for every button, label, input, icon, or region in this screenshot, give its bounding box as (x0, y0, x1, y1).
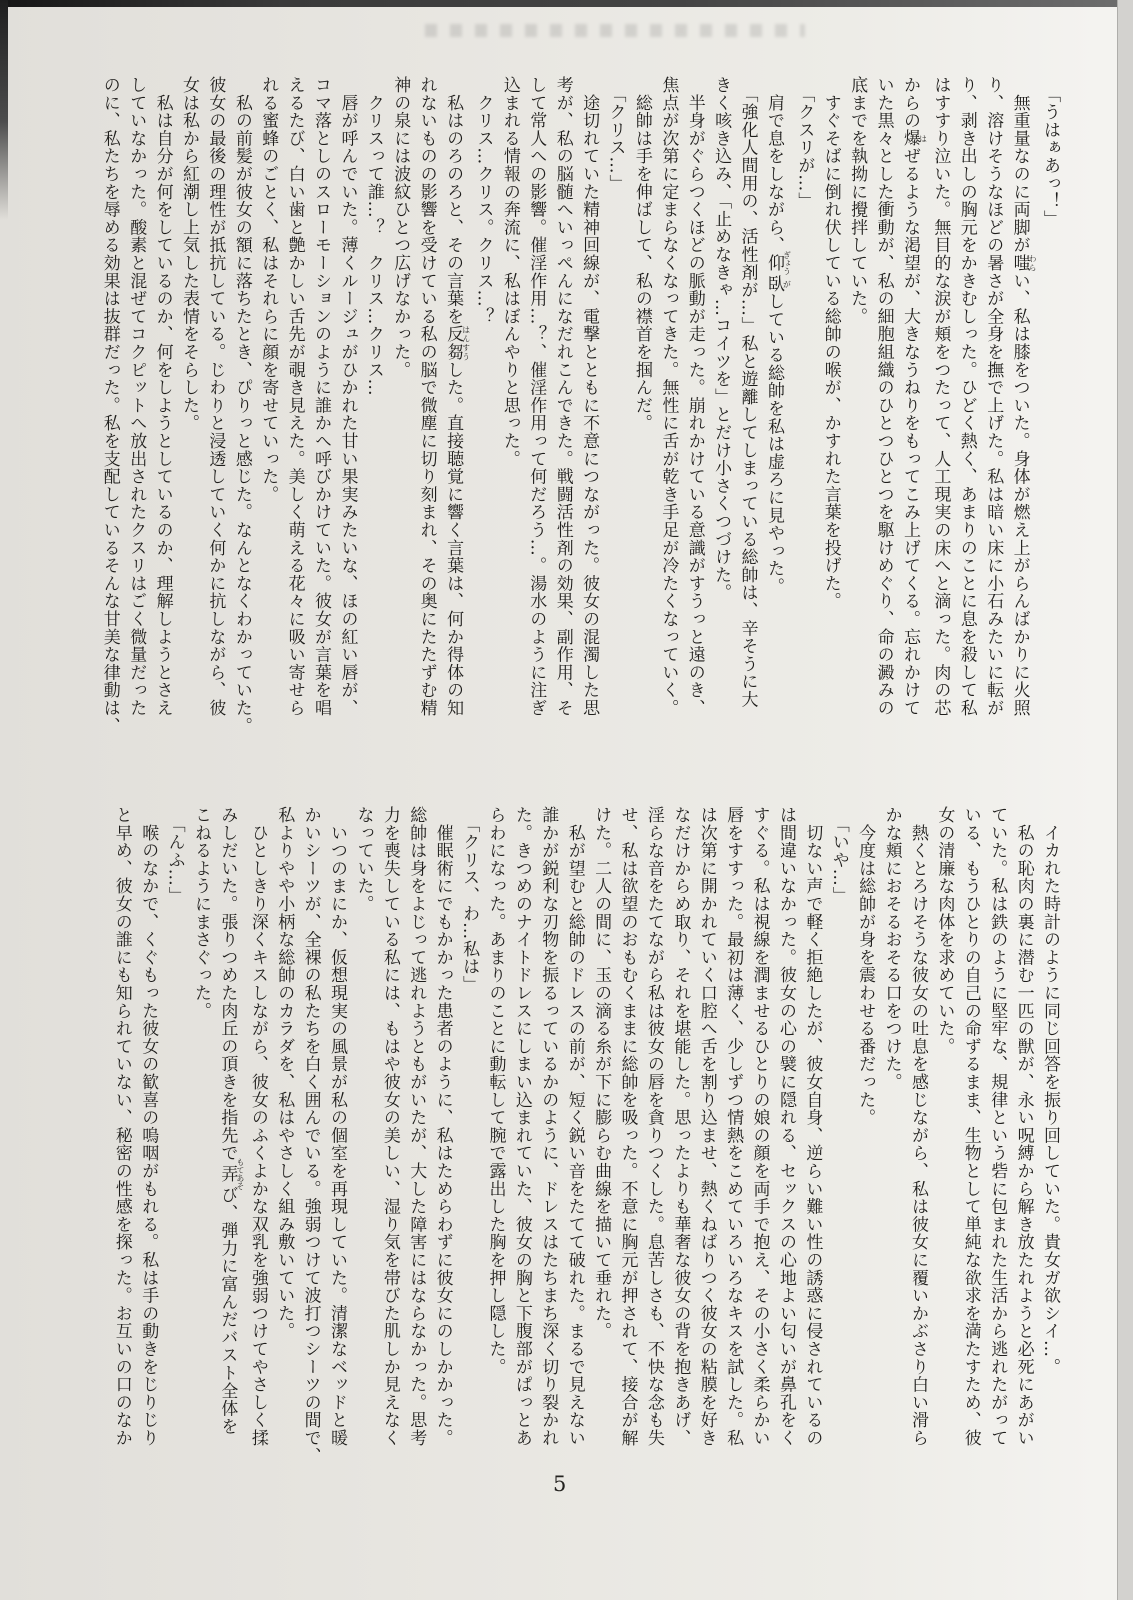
text-column: いた黒々とした衝動が、私の細胞組織のひとつひとつを駆けめぐり、命の澱みの (873, 76, 894, 717)
text-column: 「うはぁあっ！」 (1040, 76, 1060, 228)
text-column: 私はのろのろと、その言葉を反はん芻すうした。直接聴覚に響く言葉は、何か得体の知 (443, 76, 471, 717)
text-column: 誰かが鋭利な刃物を振るっているかのように、ドレスはたちまち深く切り裂かれ (538, 806, 559, 1447)
text-column: 女の清廉な肉体を求めていた。 (934, 806, 955, 1056)
text-column: して常人への影響。催淫作用…？、催淫作用って何だろう…。湯水のように注ぎ (526, 76, 547, 717)
text-column: 喉のなかで、くぐもった彼女の歓喜の嗚咽がもれる。私は手の動きをじりじり (138, 806, 159, 1447)
text-column: 女は私から紅潮し上気した表情をそらした。 (179, 76, 199, 432)
text-column: 私の恥肉の裏に潜む一匹の獣が、永い呪縛から解き放たれようと必死にあがい (1013, 806, 1034, 1447)
text-column: 焦点が次第に定まらなくなってきた。無性に舌が乾き手足が冷たくなっていく。 (658, 76, 679, 717)
text-column: 「クスリが…」 (794, 76, 815, 210)
text-column: いる、もうひとりの自己の命ずるまま、生物として単純な欲求を満たすため、彼 (960, 806, 981, 1447)
text-column: 無重量なのに両脚が嗤わらい、私は膝をついた。身体が燃え上がらんばかりに火照 (1009, 76, 1038, 717)
text-column: 私の前髪が彼女の額に落ちたとき、ぴりっと感じた。なんとなくわかっていた。 (231, 76, 252, 735)
text-column: り、剥き出しの胸元をかきむしった。ひどく熱く、あまりのことに息を殺して私 (956, 76, 977, 717)
text-column: 唇が呼んでいた。薄くルージュがひかれた甘い果実みたいな、ほの紅い唇が、 (337, 76, 358, 717)
scan-edge-top (0, 0, 1133, 7)
text-column: り、溶けそうなほどの暑さが全身を撫で上げた。私は暗い床に小石みたいに転が (983, 76, 1004, 717)
text-column: ひとしきり深くキスしながら、彼女のふくよかな双乳を強弱つけてやさしく揉 (247, 806, 268, 1447)
text-column: 「いや…」 (828, 806, 849, 905)
text-column: 淫らな音をたてながら私は彼女の唇を貪りつくした。息苦しさも、不快な念も失 (643, 806, 664, 1447)
text-column: と早め、彼女の誰にも知られていない、秘密の性感を探った。お互いの口のなか (111, 806, 132, 1447)
text-column: 彼女の最後の理性が抵抗している。じわりと浸透していく何かに抗しながら、彼 (205, 76, 226, 717)
text-column: 唇をすすった。最初は薄く、少しずつ情熱をこめていろいろなキスを試した。私 (723, 806, 744, 1447)
ink-bleed-through (425, 24, 805, 37)
text-column: きく咳き込み、「止めなきゃ…コイツを」とだけ小さくつづけた。 (711, 76, 732, 602)
text-column: かいシーツが、全裸の私たちを白く囲んでいる。強弱つけて波打つシーツの間で、 (300, 806, 321, 1465)
paper-edge-right (1117, 0, 1133, 1600)
page-number: 5 (553, 1472, 567, 1496)
text-column: からの爆はぜるような渇望が、大きなうねりをもってこみ上げてくる。忘れかけて (899, 76, 928, 717)
text-block-top (96, 76, 1063, 754)
text-column: えるたび、白い歯と艶かしい舌先が覗き見えた。美しく萌える花々に吸い寄せら (284, 76, 305, 717)
text-block-bottom (108, 806, 1063, 1484)
text-column: クリス…クリス。クリス…？ (473, 76, 494, 326)
text-column: 私は自分が何をしているのか、何をしようとしているのか、理解しようとさえ (152, 76, 173, 717)
text-column: れる蜜蜂のごとく、私はそれらに顔を寄せていった。 (258, 76, 279, 504)
text-column: 「強化人間用の、活性剤が…」私と遊離してしまっている総帥は、辛そうに大 (737, 76, 758, 709)
text-column: のに、私たちを辱める効果は抜群だった。私を支配しているそんな甘美な律動は、 (99, 76, 120, 735)
text-column: 私が望むと総帥のドレスの前が、短く鋭い音をたてて破れた。まるで見えない (564, 806, 585, 1447)
text-column: 「クリス…」 (605, 76, 626, 193)
text-column: は間違いなかった。彼女の心の襞に隠れる、セックスの心地よい匂いが鼻孔をく (775, 806, 796, 1447)
text-column: いつのまにか、仮想現実の風景が私の個室を再現していた。清潔なベッドと暖 (327, 806, 348, 1447)
text-column: 肩で息をしながら、仰ぎょう臥がしている総帥を私は虚ろに見やった。 (763, 76, 792, 596)
text-column: なだけからめ取り、それを堪能した。思ったよりも華奢な彼女の背を抱きあげ、 (670, 806, 691, 1447)
text-column: 込まれる情報の奔流に、私はぼんやりと思った。 (499, 76, 520, 468)
text-column: はすすり泣いた。無目的な涙が頬をつたって、人工現実の床へと滴った。肉の芯 (930, 76, 951, 717)
text-column: は次第に開かれていく口腔へ舌を割り込ませ、熱くねばりつく彼女の粘膜を好き (696, 806, 717, 1447)
text-column: 力を喪失している私には、もはや彼女の美しい、湿り気を帯びた肌しか見えなく (379, 806, 400, 1447)
text-column: すぐる。私は視線を潤ませるひとりの娘の顔を両手で抱え、その小さく柔らかい (749, 806, 770, 1447)
text-column: していなかった。酸素と混ぜてコクピットへ放出されたクスリはごく微量だった (126, 76, 147, 717)
text-column: 「クリス、わ…私は」 (459, 806, 480, 994)
text-column: 催眠術にでもかかった患者のように、私はためらわずに彼女にのしかかった。 (432, 806, 453, 1447)
text-column: れないものの影響を受けている私の脳で微塵に切り刻まれ、その奥にたたずむ精 (416, 76, 437, 717)
text-column: 「んふ…」 (164, 806, 185, 905)
text-column: コマ落としのスローモーションのように誰かへ呼びかけていた。彼女が言葉を唱 (311, 76, 332, 717)
text-column: すぐそばに倒れ伏している総帥の喉が、かすれた言葉を投げた。 (820, 76, 841, 610)
text-column: 途切れていた精神回線が、電撃とともに不意につながった。彼女の混濁した思 (579, 76, 600, 717)
text-column: 半身がぐらつくほどの脈動が走った。崩れかけている意識がすうっと遠のき、 (684, 76, 705, 717)
text-column: 私よりやや小柄な総帥のカラダを、私はやさしく組み敷いていた。 (274, 806, 295, 1340)
text-column: こねるようにまさぐった。 (191, 806, 211, 1020)
text-column: けた。二人の間に、玉の滴る糸が下に膨らむ曲線を描いて垂れた。 (591, 806, 612, 1340)
text-column: らわになった。あまりのことに動転して腕で露出した胸を押し隠した。 (485, 806, 506, 1376)
text-column: 底までを執拗に攪拌していた。 (847, 76, 868, 326)
text-column: 総帥は身をよじって逃れようともがいたが、大した障害にはならなかった。思考 (406, 806, 427, 1447)
text-column: 神の泉には波紋ひとつ広げなかった。 (390, 76, 411, 379)
scan-edge-left (0, 0, 8, 220)
text-column: なっていた。 (353, 806, 374, 913)
text-column: ていた。私は鉄のように堅牢な、規律という砦に包まれた生活から逃れたがって (987, 806, 1008, 1447)
text-column: かな頬におそるおそる口をつけた。 (881, 806, 902, 1091)
text-column: クリスって誰…？ クリス…クリス… (363, 76, 384, 397)
text-column: 総帥は手を伸ばして、私の襟首を掴んだ。 (631, 76, 652, 432)
text-column: みしだいた。張りつめた肉丘の頂きを指先で弄もてあそび、弾力に富んだバスト全体を (217, 806, 245, 1436)
text-column: 熱くとろけそうな彼女の吐息を感じながら、私は彼女に覆いかぶさり白い滑ら (907, 806, 928, 1447)
text-column: 切ない声で軽く拒絶したが、彼女自身、逆らい難い性の誘惑に侵されているの (802, 806, 823, 1447)
text-column: イカれた時計のように同じ回答を振り回していた。貴女ガ欲シイ…。 (1040, 806, 1060, 1376)
text-column: 考が、私の脳髄へいっぺんになだれこんできた。戦闘活性剤の効果、副作用、そ (552, 76, 573, 717)
text-column: た。きつめのナイトドレスにしまい込まれていた、彼女の胸と下腹部がぱっとあ (511, 806, 532, 1447)
text-column: せ、私は欲望のおもむくままに総帥を吸った。不意に胸元が押されて、接合が解 (617, 806, 638, 1447)
text-column: 今度は総帥が身を震わせる番だった。 (855, 806, 876, 1127)
